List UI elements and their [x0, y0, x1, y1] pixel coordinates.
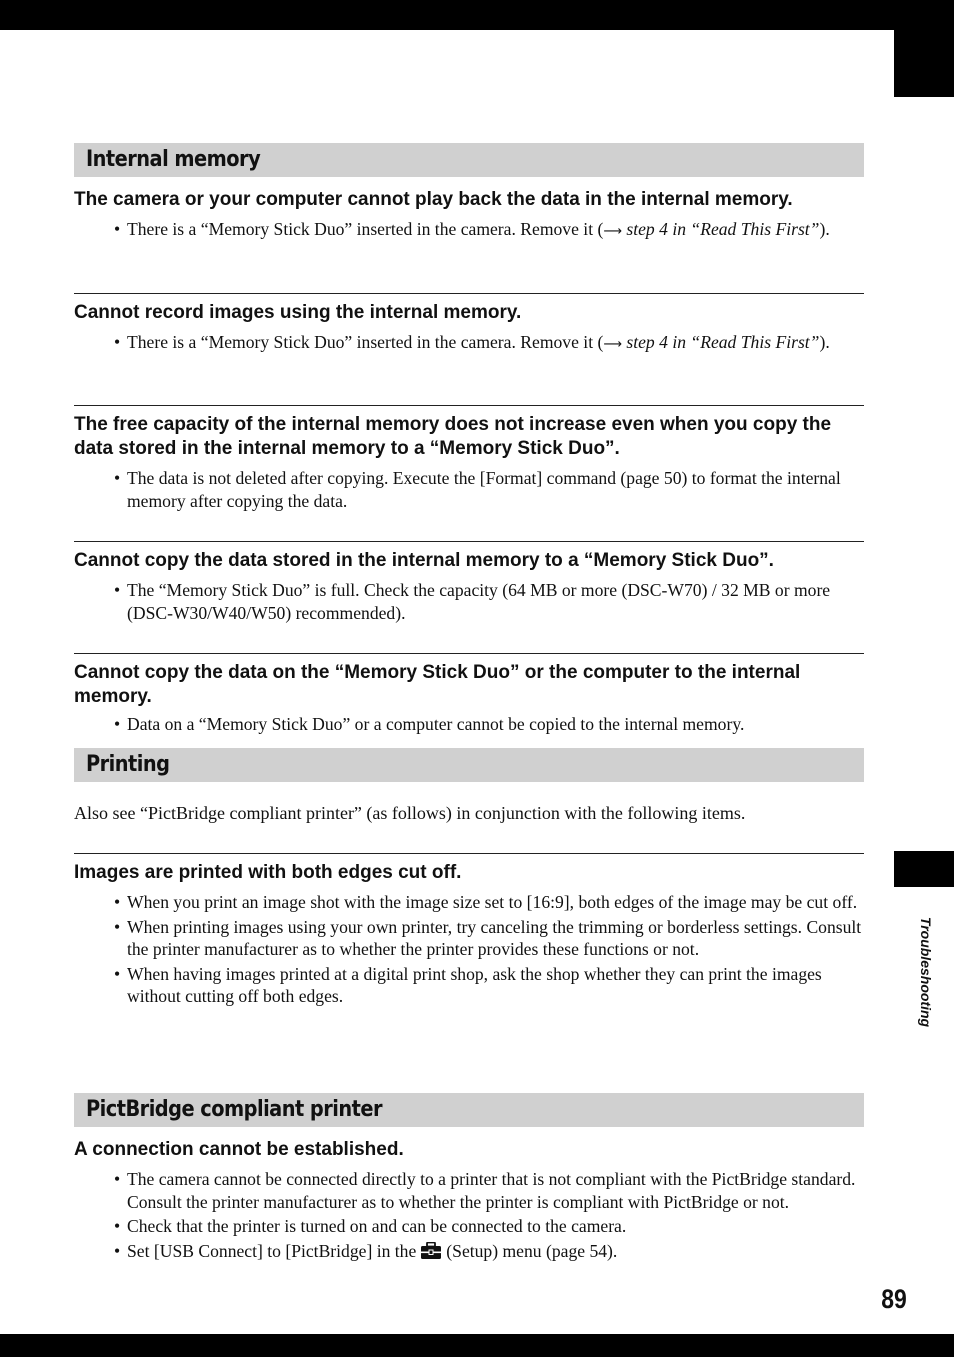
cross-reference: ⟶ step 4 in “Read This First”: [603, 332, 820, 352]
issue-title: Images are printed with both edges cut off.: [74, 862, 462, 883]
cross-reference: ⟶ step 4 in “Read This First”: [603, 219, 820, 239]
issue-copy-to-msd: [74, 541, 864, 626]
list-item: • When printing images using your own printer, try canceling the trimming or borderless settings. Consult the printer manufacturer as to whether the printer provides these functions or not.: [114, 916, 864, 961]
issue-free-capacity: [74, 405, 864, 514]
issue-title: The camera or your computer cannot play back the data in the internal memory.: [74, 189, 793, 210]
setup-toolbox-icon: [420, 1242, 442, 1260]
arrow-right-icon: ⟶: [603, 337, 622, 352]
issue-title: Cannot copy the data stored in the internal memory to a “Memory Stick Duo”.: [74, 550, 774, 571]
bullet-list: [74, 218, 864, 244]
printing-intro: Also see “PictBridge compliant printer” (as follows) in conjunction with the following items.: [74, 803, 746, 823]
issue-record-internal: [74, 293, 864, 359]
bullet-list: [74, 1168, 864, 1262]
chapter-side-tab: [894, 851, 954, 887]
chapter-side-label: Troubleshooting: [918, 916, 934, 1028]
issue-title: Cannot copy the data on the “Memory Stick Duo” or the computer to the internal memory.: [74, 662, 801, 707]
issue-playback-internal: [74, 188, 864, 246]
top-black-bar: [0, 0, 954, 30]
bullet-list: [74, 713, 864, 736]
list-item: • When you print an image shot with the image size set to [16:9], both edges of the image may be cut off.: [114, 891, 864, 914]
bullet-list: [74, 331, 864, 357]
corner-tab: [894, 30, 954, 97]
issue-edges-cut: [74, 853, 864, 1010]
list-item: • Data on a “Memory Stick Duo” or a computer cannot be copied to the internal memory.: [114, 713, 864, 736]
issue-connection: [74, 1138, 864, 1264]
list-item: • Set [USB Connect] to [PictBridge] in the (Setup) menu (page 54).: [114, 1240, 864, 1263]
list-item: • There is a “Memory Stick Duo” inserted in the camera. Remove it (⟶ step 4 in “Read This First”).: [114, 218, 864, 244]
list-item: • The “Memory Stick Duo” is full. Check the capacity (64 MB or more (DSC-W70) / 32 MB or more (DSC-W30/W40/W50) recommended).: [114, 579, 864, 624]
issue-copy-to-internal: [74, 653, 864, 738]
bullet-list: [74, 579, 864, 624]
bullet-list: [74, 467, 864, 512]
list-item: • There is a “Memory Stick Duo” inserted in the camera. Remove it (⟶ step 4 in “Read This First”).: [114, 331, 864, 357]
arrow-right-icon: ⟶: [603, 224, 622, 239]
section-header-printing: Printing: [74, 748, 864, 782]
page-number: 89: [881, 1284, 907, 1314]
list-item: • The camera cannot be connected directly to a printer that is not compliant with the PictBridge standard. Consult the printer manufacturer as to whether the printer is compliant with PictBridge or not.: [114, 1168, 864, 1213]
section-header-pictbridge: PictBridge compliant printer: [74, 1093, 864, 1127]
list-item: • Check that the printer is turned on and can be connected to the camera.: [114, 1215, 864, 1238]
bullet-list: [74, 891, 864, 1008]
issue-title: Cannot record images using the internal memory.: [74, 302, 522, 323]
list-item: • When having images printed at a digital print shop, ask the shop whether they can print the images without cutting off both edges.: [114, 963, 864, 1008]
list-item: • The data is not deleted after copying. Execute the [Format] command (page 50) to format the internal memory after copying the data.: [114, 467, 864, 512]
issue-title: The free capacity of the internal memory does not increase even when you copy the data stored in the internal memory to a “Memory Stick Duo”.: [74, 414, 832, 459]
bottom-black-bar: [0, 1334, 954, 1357]
section-header-internal-memory: Internal memory: [74, 143, 864, 177]
issue-title: A connection cannot be established.: [74, 1139, 404, 1160]
